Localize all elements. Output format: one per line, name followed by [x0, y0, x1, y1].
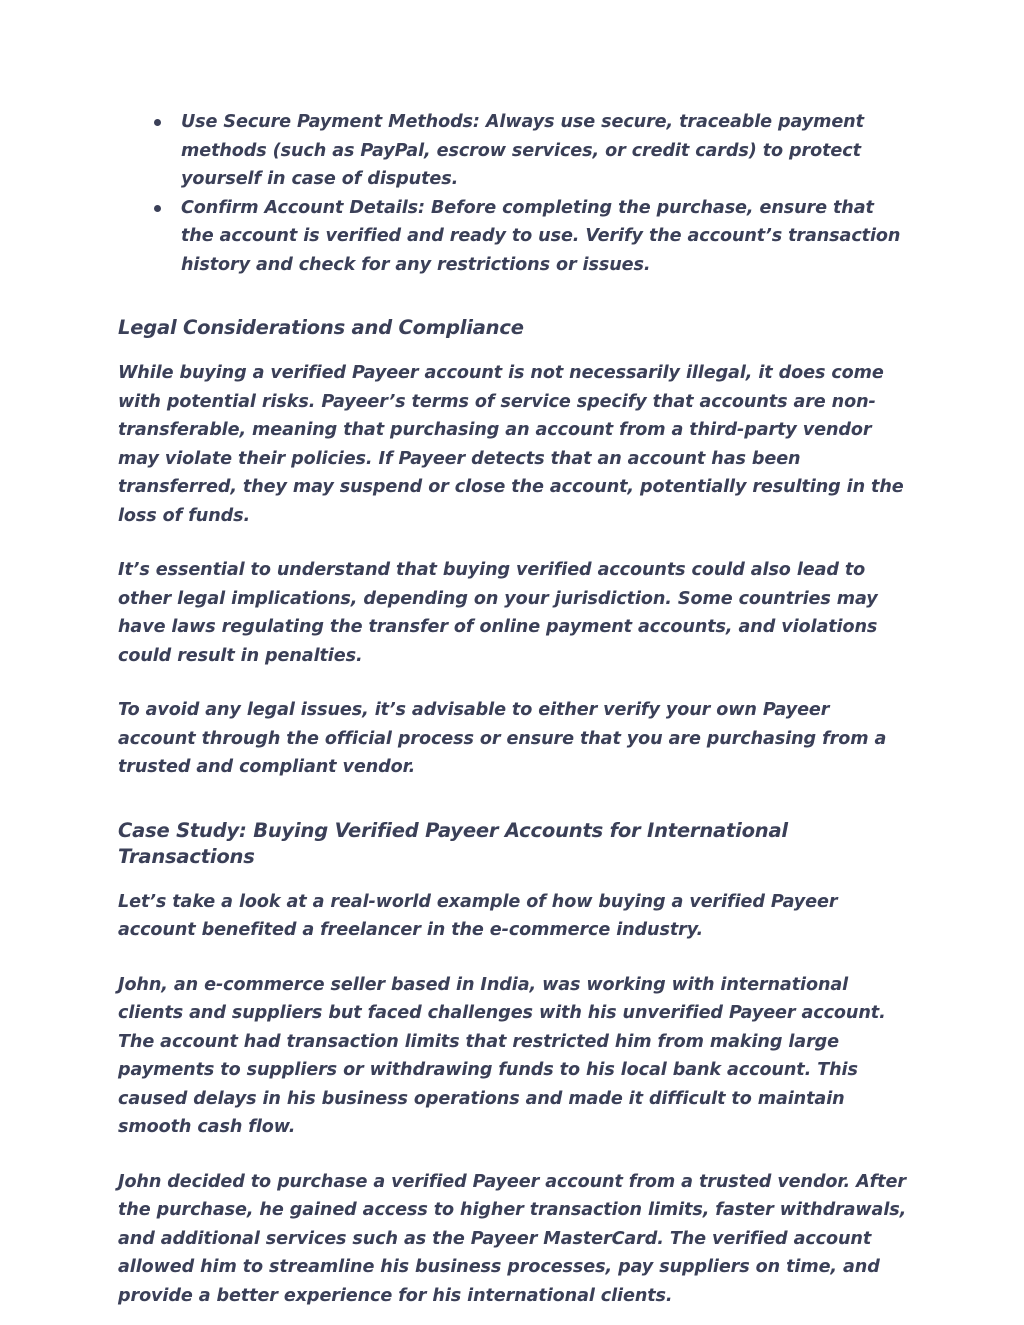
document-content: [118, 108, 908, 1310]
list-item: Use Secure Payment Methods: Always use secure, traceable payment methods (such as PayPal, escrow services, or credit cards) to protect yourself in case of disputes.: [118, 108, 908, 194]
paragraph-legal-2: It’s essential to understand that buying verified accounts could also lead to other legal implications, depending on your jurisdiction. Some countries may have laws regulating the transfer of online payment accounts, and violations could result in penalties.: [118, 560, 878, 666]
paragraph-case-2: John, an e-commerce seller based in India, was working with international clients and suppliers but faced challenges with his unverified Payeer account. The account had transaction limits that restricted him from making large payments to suppliers or withdrawing funds to his local bank account. This caused delays in his business operations and made it difficult to maintain smooth cash flow.: [118, 974, 886, 1137]
section-heading-legal: Legal Considerations and Compliance: [118, 316, 524, 339]
list-item: Confirm Account Details: Before completing the purchase, ensure that the account is verified and ready to use. Verify the account’s transaction history and check for any restrictions or issues.: [118, 194, 908, 280]
tips-bullet-list: [118, 108, 908, 279]
paragraph-legal-1: While buying a verified Payeer account is not necessarily illegal, it does come with potential risks. Payeer’s terms of service specify that accounts are non-transferable, meaning that purchasing an account from a third-party vendor may violate their policies. If Payeer detects that an account has been transferred, they may suspend or close the account, potentially resulting in the loss of funds.: [118, 363, 904, 526]
paragraph-case-3: John decided to purchase a verified Payeer account from a trusted vendor. After the purchase, he gained access to higher transaction limits, faster withdrawals, and additional services such as the Payeer MasterCard. The verified account allowed him to streamline his business processes, pay suppliers on time, and provide a better experience for his international clients.: [118, 1171, 907, 1306]
paragraph-case-1: Let’s take a look at a real-world example of how buying a verified Payeer account benefited a freelancer in the e-commerce industry.: [118, 891, 838, 940]
paragraph-legal-3: To avoid any legal issues, it’s advisable to either verify your own Payeer account through the official process or ensure that you are purchasing from a trusted and compliant vendor.: [118, 700, 887, 777]
section-heading-case-study: Case Study: Buying Verified Payeer Accounts for International Transactions: [118, 818, 788, 868]
